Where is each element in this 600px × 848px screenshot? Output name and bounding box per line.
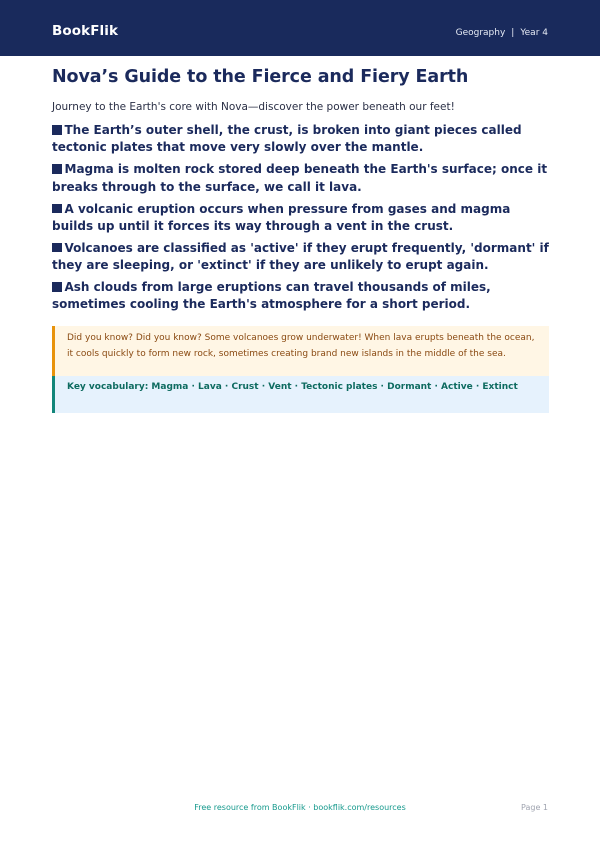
- square-bullet-icon: [52, 282, 62, 292]
- intro-text: Journey to the Earth's core with Nova—discover the power beneath our feet!: [52, 101, 455, 113]
- subject-meta: [456, 27, 548, 39]
- square-bullet-icon: [52, 204, 62, 214]
- list-item: [52, 240, 552, 275]
- footer-link[interactable]: Free resource from BookFlik · bookflik.com/resources: [194, 803, 406, 812]
- callout-box: [52, 326, 549, 412]
- footer: [0, 802, 600, 814]
- vocabulary-box: Key vocabulary: Magma · Lava · Crust · Vent · Tectonic plates · Dormant · Active · Extinct: [52, 376, 549, 413]
- subject-label: Geography: [455, 28, 506, 38]
- fact-text: Ash clouds from large eruptions can travel thousands of miles, sometimes cooling the Earth's atmosphere for a short period.: [52, 280, 491, 312]
- fact-text: A volcanic eruption occurs when pressure from gases and magma builds up until it forces its way through a vent in the crust.: [52, 201, 511, 233]
- square-bullet-icon: [52, 243, 62, 253]
- list-item: [52, 161, 552, 196]
- list-item: [52, 279, 552, 314]
- fact-list: [52, 122, 552, 318]
- page-title: Nova’s Guide to the Fierce and Fiery Earth: [52, 67, 469, 87]
- fact-text: Volcanoes are classified as 'active' if they erupt frequently, 'dormant' if they are sleeping, or 'extinct' if they are unlikely to erupt again.: [52, 240, 549, 273]
- did-you-know-box: Did you know? Did you know? Some volcanoes grow underwater! When lava erupts beneath the ocean, it cools quickly to form new rock, sometimes creating brand new islands in the middle of the sea.: [52, 326, 549, 376]
- header-bar: [0, 0, 600, 56]
- list-item: [52, 122, 552, 157]
- square-bullet-icon: [52, 125, 62, 135]
- fact-text: Magma is molten rock stored deep beneath the Earth's surface; once it breaks through to the surface, we call it lava.: [52, 162, 548, 194]
- page-number: Page 1: [521, 803, 548, 812]
- square-bullet-icon: [52, 164, 62, 174]
- fact-text: The Earth’s outer shell, the crust, is broken into giant pieces called tectonic plates that move very slowly over the mantle.: [52, 123, 522, 155]
- year-label: Year 4: [520, 28, 548, 38]
- list-item: [52, 201, 552, 236]
- brand-logo[interactable]: BookFlik: [52, 23, 119, 39]
- meta-separator: |: [511, 28, 515, 38]
